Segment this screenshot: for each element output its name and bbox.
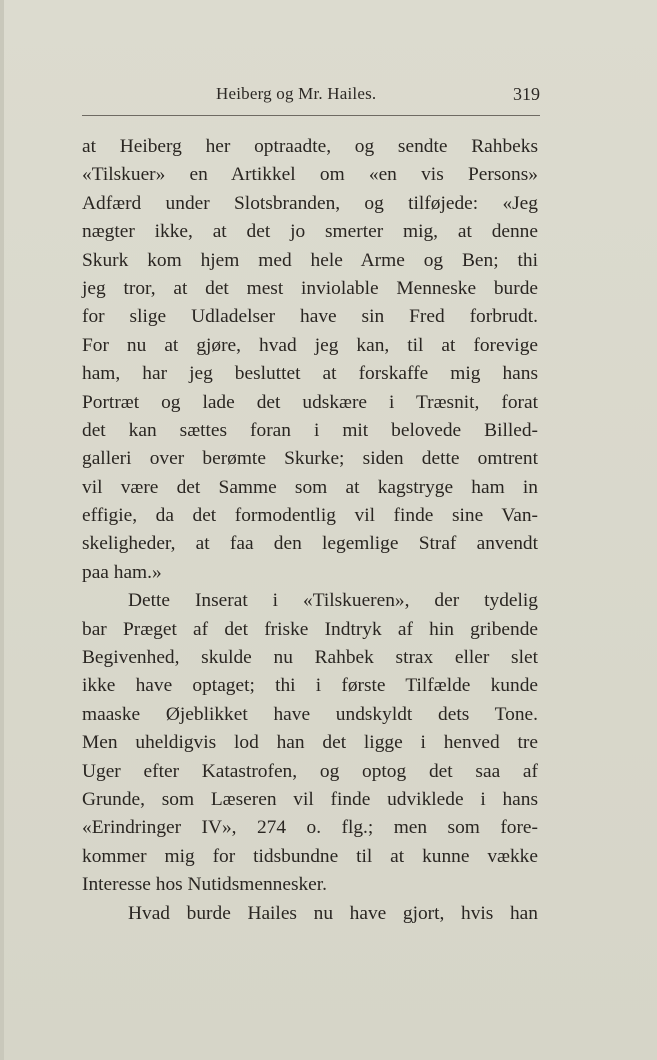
text-line: det kan sættes foran i mit belovede Billed- xyxy=(82,419,538,441)
text-line: Adfærd under Slotsbranden, og tilføjede: «Jeg xyxy=(82,192,538,214)
paragraph-first-line: Hvad burde Hailes nu have gjort, hvis han xyxy=(128,902,538,924)
text-line: for slige Udladelser have sin Fred forbrudt. xyxy=(82,306,538,328)
text-line: «Erindringer IV», 274 o. flg.; men som fore- xyxy=(82,817,538,839)
header-rule xyxy=(82,115,540,116)
page-edge-shadow xyxy=(0,0,4,1060)
body-text xyxy=(82,133,538,928)
paragraph-first-line: Dette Inserat i «Tilskueren», der tydelig xyxy=(128,590,538,612)
text-line: maaske Øjeblikket have undskyldt dets Tone. xyxy=(82,703,538,725)
text-line: bar Præget af det friske Indtryk af hin gribende xyxy=(82,618,538,640)
text-line: Men uheldigvis lod han det ligge i henved tre xyxy=(82,732,538,754)
text-line: galleri over berømte Skurke; siden dette omtrent xyxy=(82,448,538,470)
running-head xyxy=(82,84,540,108)
text-line: Portræt og lade det udskære i Træsnit, forat xyxy=(82,391,538,413)
text-line: Interesse hos Nutidsmennesker. xyxy=(82,874,328,896)
text-line: jeg tror, at det mest inviolable Menneske burde xyxy=(82,277,538,299)
text-line: Grunde, som Læseren vil finde udviklede i hans xyxy=(82,788,538,810)
text-line: Uger efter Katastrofen, og optog det saa af xyxy=(82,760,538,782)
text-line: ham, har jeg besluttet at forskaffe mig hans xyxy=(82,363,538,385)
text-line: Skurk kom hjem med hele Arme og Ben; thi xyxy=(82,249,538,271)
text-line: at Heiberg her optraadte, og sendte Rahbeks xyxy=(82,136,538,157)
text-line: Begivenhed, skulde nu Rahbek strax eller slet xyxy=(82,647,538,669)
text-line: «Tilskuer» en Artikkel om «en vis Persons» xyxy=(82,164,538,186)
text-line: paa ham.» xyxy=(82,561,162,583)
text-line: vil være det Samme som at kagstryge ham in xyxy=(82,476,538,498)
text-line: effigie, da det formodentlig vil finde sine Van- xyxy=(82,505,538,527)
text-line: skeligheder, at faa den legemlige Straf anvendt xyxy=(82,533,538,555)
text-line: kommer mig for tidsbundne til at kunne vække xyxy=(82,845,538,867)
text-line: ikke have optaget; thi i første Tilfælde kunde xyxy=(82,675,538,697)
page-number: 319 xyxy=(513,84,540,104)
text-line: For nu at gjøre, hvad jeg kan, til at forevige xyxy=(82,334,538,356)
running-title: Heiberg og Mr. Hailes. xyxy=(216,84,377,103)
text-line: nægter ikke, at det jo smerter mig, at denne xyxy=(82,221,538,243)
